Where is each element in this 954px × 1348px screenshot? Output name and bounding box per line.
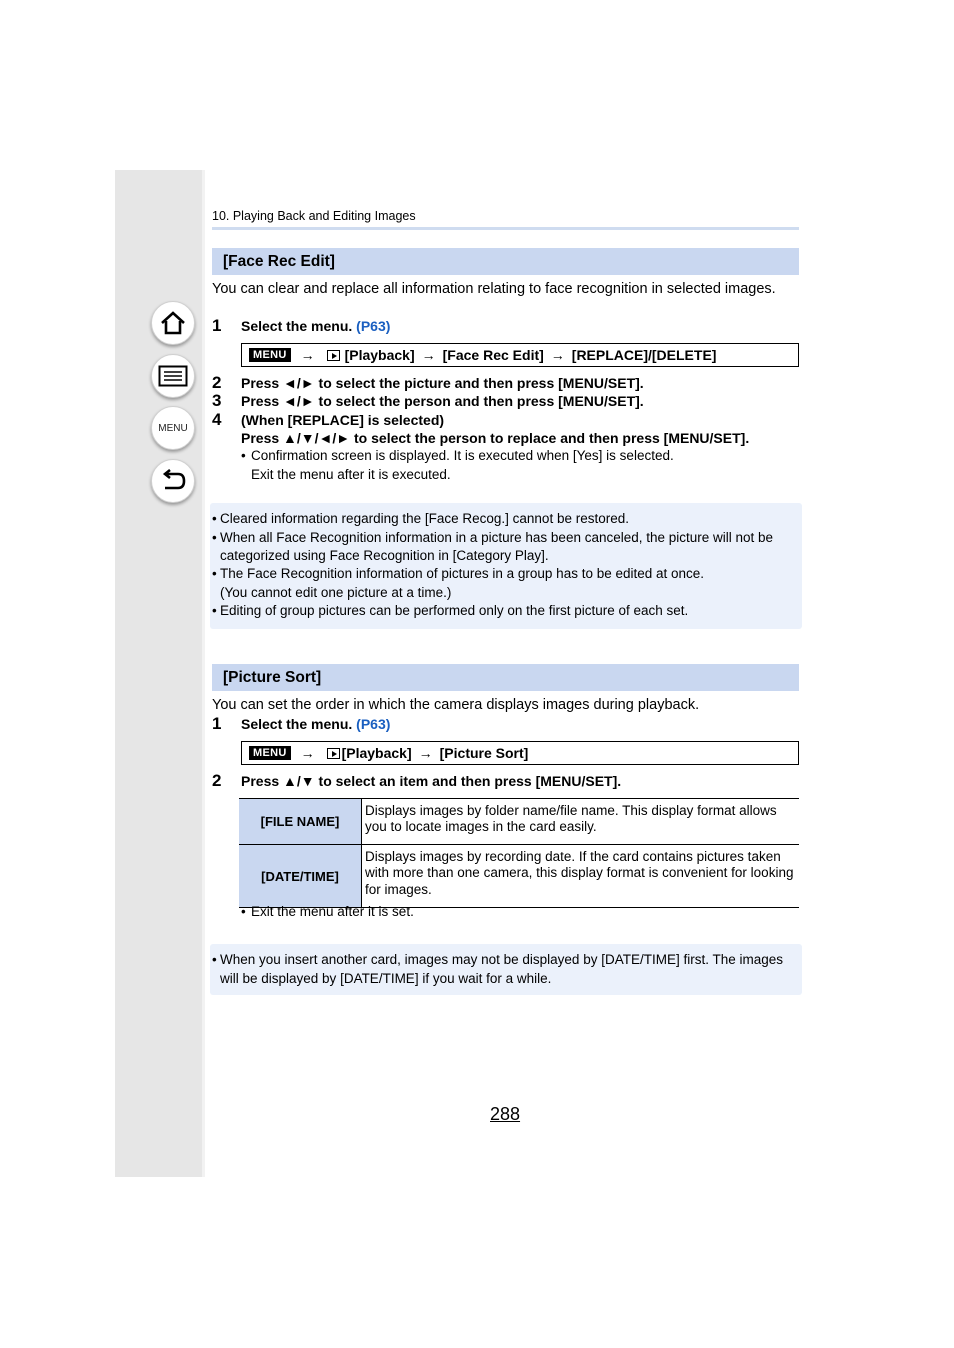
bullet-text: Exit the menu after it is executed. — [251, 467, 451, 482]
page-link[interactable]: (P63) — [356, 716, 391, 732]
note-text: categorized using Face Recognition in [Category Play]. — [220, 548, 549, 563]
note-text: will be displayed by [DATE/TIME] if you wait for a while. — [220, 971, 552, 986]
note-bullet: • — [212, 530, 217, 545]
menu-path-item: [Playback] — [344, 347, 415, 363]
menu-path-item: [Picture Sort] — [439, 745, 529, 761]
step-number: 2 — [212, 771, 222, 790]
section-title-face-rec-edit: [Face Rec Edit] — [212, 248, 799, 275]
menu-path-item: [Face Rec Edit] — [442, 347, 544, 363]
arrow-icon: → — [550, 347, 565, 363]
note-text: The Face Recognition information of pictures in a group has to be edited at once. — [220, 566, 705, 581]
list-icon — [158, 365, 188, 387]
face-rec-intro: You can clear and replace all information relating to face recognition in selected images. — [212, 281, 776, 297]
note-text: (You cannot edit one picture at a time.) — [220, 585, 452, 600]
step-text: Press ▲/▼ to select an item and then press [MENU/SET]. — [241, 773, 622, 789]
note-bullet: • — [212, 603, 217, 618]
step-number: 4 — [212, 410, 222, 429]
arrow-icon: → — [300, 745, 315, 761]
step-number: 1 — [212, 316, 222, 335]
contents-button[interactable] — [151, 354, 195, 398]
note-bullet: • — [212, 511, 217, 526]
bullet-text: Confirmation screen is displayed. It is executed when [Yes] is selected. — [251, 448, 674, 463]
menu-icon: MENU — [158, 422, 188, 434]
section-title-picture-sort: [Picture Sort] — [212, 664, 799, 691]
note-box — [210, 944, 802, 995]
bullet-dot: • — [241, 448, 246, 463]
option-description: Displays images by folder name/file name. This display format allows you to locate images in the card easily. — [362, 799, 800, 845]
picture-sort-intro: You can set the order in which the camera displays images during playback. — [212, 697, 700, 713]
note-bullet: • — [212, 566, 217, 581]
arrow-icon: → — [421, 347, 436, 363]
back-button[interactable] — [151, 459, 195, 503]
bullet-text: Exit the menu after it is set. — [251, 904, 414, 919]
arrow-icon: → — [300, 347, 315, 363]
step-number: 1 — [212, 714, 222, 733]
option-description: Displays images by recording date. If the card contains pictures taken with more than one camera, this display format is convenient for looking for images. — [362, 845, 800, 908]
step-text: (When [REPLACE] is selected) — [241, 412, 445, 428]
note-box — [210, 503, 802, 629]
menu-path-item: [Playback] — [341, 745, 412, 761]
menu-path-item: [REPLACE]/[DELETE] — [571, 347, 717, 363]
step-number: 2 — [212, 373, 222, 392]
step-text — [241, 716, 390, 732]
sort-options-table — [239, 798, 799, 908]
note-bullet: • — [212, 952, 217, 967]
step-text: Press ▲/▼/◄/► to select the person to replace and then press [MENU/SET]. — [241, 430, 750, 446]
step-label: Select the menu. — [241, 716, 353, 732]
home-button[interactable] — [151, 301, 195, 345]
back-arrow-icon — [159, 469, 187, 493]
menu-badge: MENU — [249, 348, 291, 362]
step-number: 3 — [212, 391, 222, 410]
table-row — [239, 799, 799, 845]
note-text: Cleared information regarding the [Face Recog.] cannot be restored. — [220, 511, 629, 526]
breadcrumb-divider — [212, 227, 799, 230]
page-number: 288 — [490, 1104, 521, 1124]
step-text — [241, 318, 390, 334]
playback-icon — [327, 350, 340, 361]
menu-badge: MENU — [249, 746, 291, 760]
playback-icon — [327, 748, 340, 759]
sidebar-edge — [202, 170, 205, 1177]
bullet-dot: • — [241, 904, 246, 919]
option-key: [FILE NAME] — [239, 799, 362, 845]
home-icon — [159, 310, 187, 336]
option-key: [DATE/TIME] — [239, 845, 362, 908]
step-text: Press ◄/► to select the person and then press [MENU/SET]. — [241, 393, 644, 409]
breadcrumb: 10. Playing Back and Editing Images — [212, 209, 416, 223]
menu-button[interactable] — [151, 406, 195, 450]
table-row — [239, 845, 799, 908]
arrow-icon: → — [418, 745, 433, 761]
step-label: Select the menu. — [241, 318, 353, 334]
page-link[interactable]: (P63) — [356, 318, 391, 334]
note-text: When all Face Recognition information in a picture has been canceled, the picture will not be — [220, 530, 774, 545]
note-text: When you insert another card, images may not be displayed by [DATE/TIME] first. The images — [220, 952, 783, 967]
note-text: Editing of group pictures can be performed only on the first picture of each set. — [220, 603, 689, 618]
menu-path-box — [241, 343, 799, 367]
menu-path-box — [241, 741, 799, 765]
step-text: Press ◄/► to select the picture and then press [MENU/SET]. — [241, 375, 644, 391]
